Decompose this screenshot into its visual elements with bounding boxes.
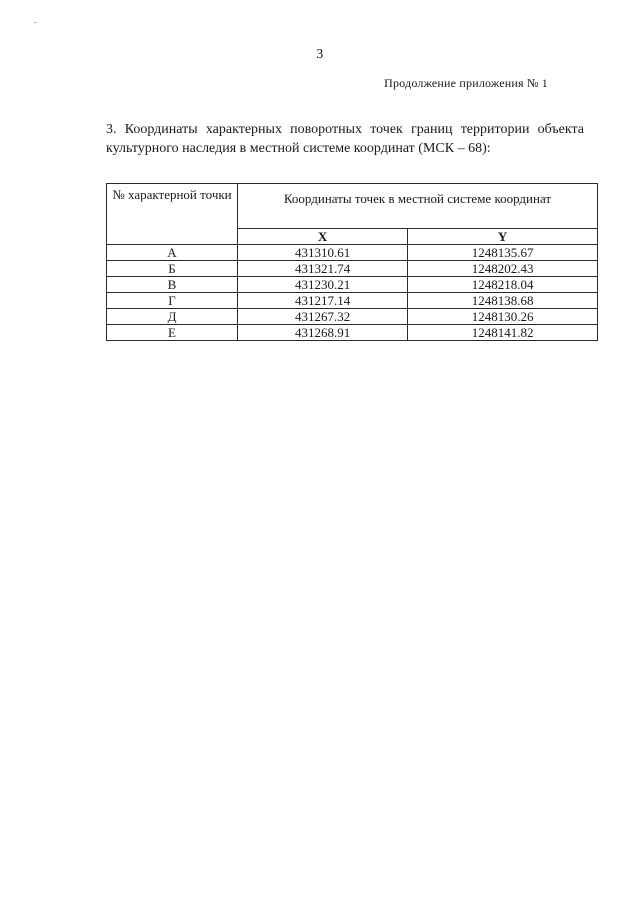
y-value: 1248202.43 xyxy=(408,261,598,277)
page-number: 3 xyxy=(316,47,324,62)
header-point-number: № характерной точки xyxy=(107,184,238,245)
x-value: 431268.91 xyxy=(238,325,408,341)
x-value: 431217.14 xyxy=(238,293,408,309)
y-value: 1248141.82 xyxy=(408,325,598,341)
appendix-continuation-note: Продолжение приложения № 1 xyxy=(384,76,548,90)
table-row xyxy=(107,309,598,325)
x-value: 431310.61 xyxy=(238,245,408,261)
table-header-row xyxy=(107,184,598,229)
coordinates-table xyxy=(106,183,598,341)
x-value: 431321.74 xyxy=(238,261,408,277)
y-value: 1248138.68 xyxy=(408,293,598,309)
point-label: Е xyxy=(107,325,238,341)
y-value: 1248135.67 xyxy=(408,245,598,261)
point-label: В xyxy=(107,277,238,293)
point-label: Г xyxy=(107,293,238,309)
section-heading: 3. Координаты характерных поворотных точек границ территории объекта культурного наследия в местной системе координат (МСК – 68): xyxy=(106,122,584,156)
point-label: Д xyxy=(107,309,238,325)
scan-speck xyxy=(34,22,36,23)
table-row xyxy=(107,261,598,277)
table-row xyxy=(107,277,598,293)
table-row xyxy=(107,325,598,341)
point-label: А xyxy=(107,245,238,261)
x-value: 431267.32 xyxy=(238,309,408,325)
x-value: 431230.21 xyxy=(238,277,408,293)
table-row xyxy=(107,293,598,309)
header-y: Y xyxy=(408,229,598,245)
y-value: 1248218.04 xyxy=(408,277,598,293)
point-label: Б xyxy=(107,261,238,277)
y-value: 1248130.26 xyxy=(408,309,598,325)
table-row xyxy=(107,245,598,261)
header-coordinates-group: Координаты точек в местной системе координат xyxy=(238,184,598,229)
header-x: X xyxy=(238,229,408,245)
